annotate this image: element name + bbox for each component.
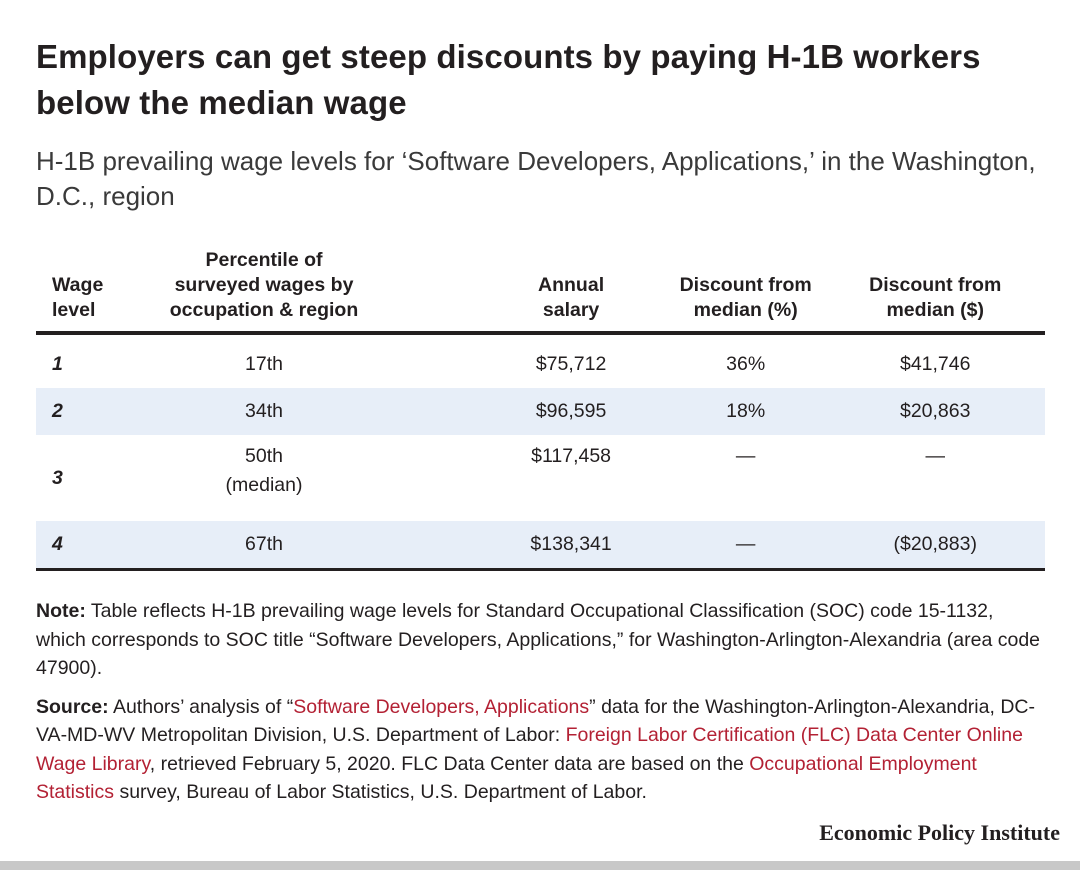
table-source xyxy=(36,693,1045,807)
header-line: Annual xyxy=(538,274,605,296)
header-percentile xyxy=(162,248,367,333)
cell-discount-usd: — xyxy=(925,445,945,467)
table-row xyxy=(36,388,1045,435)
source-link-oes-survey[interactable]: Occupational Employment Statistics xyxy=(36,752,977,803)
cell-salary: $75,712 xyxy=(535,353,607,375)
table-header-row xyxy=(36,248,1045,333)
table-row xyxy=(36,435,1045,521)
chart-container xyxy=(36,34,1045,807)
cell-discount-usd: ($20,883) xyxy=(835,521,1045,570)
source-text: , retrieved February 5, 2020. FLC Data Center data are based on the xyxy=(149,752,750,775)
source-text: survey, Bureau of Labor Statistics, U.S. Department of Labor. xyxy=(114,781,647,803)
cell-discount-pct: — xyxy=(656,521,836,570)
source-text: ” data for the Washington-Arlington-Alexandria, DC-VA-MD-WV Metropolitan Division, U.S. Department of Labor: xyxy=(36,695,1035,746)
header-line: salary xyxy=(542,299,600,321)
cell-discount-usd: $20,863 xyxy=(835,388,1045,435)
header-line: level xyxy=(52,299,96,321)
cell-level: 4 xyxy=(36,521,162,570)
source-label: Source: xyxy=(36,695,109,718)
header-line: Wage xyxy=(52,274,104,296)
table-note xyxy=(36,597,1045,683)
chart-subtitle: H-1B prevailing wage levels for ‘Software Developers, Applications,’ in the Washington, D.C., region xyxy=(36,146,1036,211)
header-discount-usd xyxy=(835,248,1045,333)
note-text: Table reflects H-1B prevailing wage levels for Standard Occupational Classification (SOC) code 15-1132, which corresponds to SOC title “Software Developers, Applications,” for Washington-Arlington-Alexandria (area code 47900). xyxy=(36,600,1041,679)
header-annual-salary xyxy=(366,248,656,333)
source-link-flc-wage-library[interactable]: Foreign Labor Certification (FLC) Data Center Online Wage Library xyxy=(36,724,1023,775)
cell-salary: $96,595 xyxy=(366,388,656,435)
table-spacer xyxy=(36,333,1045,341)
table-row xyxy=(36,341,1045,388)
note-label: Note: xyxy=(36,600,86,622)
brand-logo: Economic Policy Institute xyxy=(819,820,1060,845)
header-line: Discount from xyxy=(679,274,812,296)
header-discount-pct xyxy=(656,248,836,333)
cell-level: 2 xyxy=(36,388,162,435)
header-line: median ($) xyxy=(886,299,984,321)
cell-discount-pct: — xyxy=(735,445,756,467)
header-line: median (%) xyxy=(693,299,798,321)
wage-table xyxy=(36,248,1045,571)
cell-percentile: 17th xyxy=(245,353,283,375)
percentile-median-note: (median) xyxy=(225,474,303,496)
source-text: Authors’ analysis of “ xyxy=(108,695,294,718)
source-link-soc-title[interactable]: Software Developers, Applications xyxy=(293,695,590,718)
table-row xyxy=(36,521,1045,570)
cell-level: 3 xyxy=(52,466,63,489)
cell-discount-usd: $41,746 xyxy=(899,353,971,375)
header-line: surveyed wages by xyxy=(174,274,354,296)
cell-level: 1 xyxy=(52,353,63,375)
cell-discount-pct: 36% xyxy=(726,353,766,375)
chart-title: Employers can get steep discounts by paying H-1B workers below the median wage xyxy=(36,38,981,121)
cell-discount-pct: 18% xyxy=(656,388,836,435)
header-line: occupation & region xyxy=(169,299,359,321)
cell-salary: $138,341 xyxy=(366,521,656,570)
bottom-divider xyxy=(0,861,1080,870)
header-wage-level xyxy=(36,248,162,333)
header-line: Discount from xyxy=(869,274,1002,296)
header-line: Percentile of xyxy=(205,249,323,271)
percentile-value: 50th xyxy=(245,445,283,467)
cell-salary: $117,458 xyxy=(531,445,612,467)
cell-percentile: 34th xyxy=(162,388,367,435)
cell-percentile: 67th xyxy=(162,521,367,570)
cell-percentile xyxy=(162,435,367,521)
